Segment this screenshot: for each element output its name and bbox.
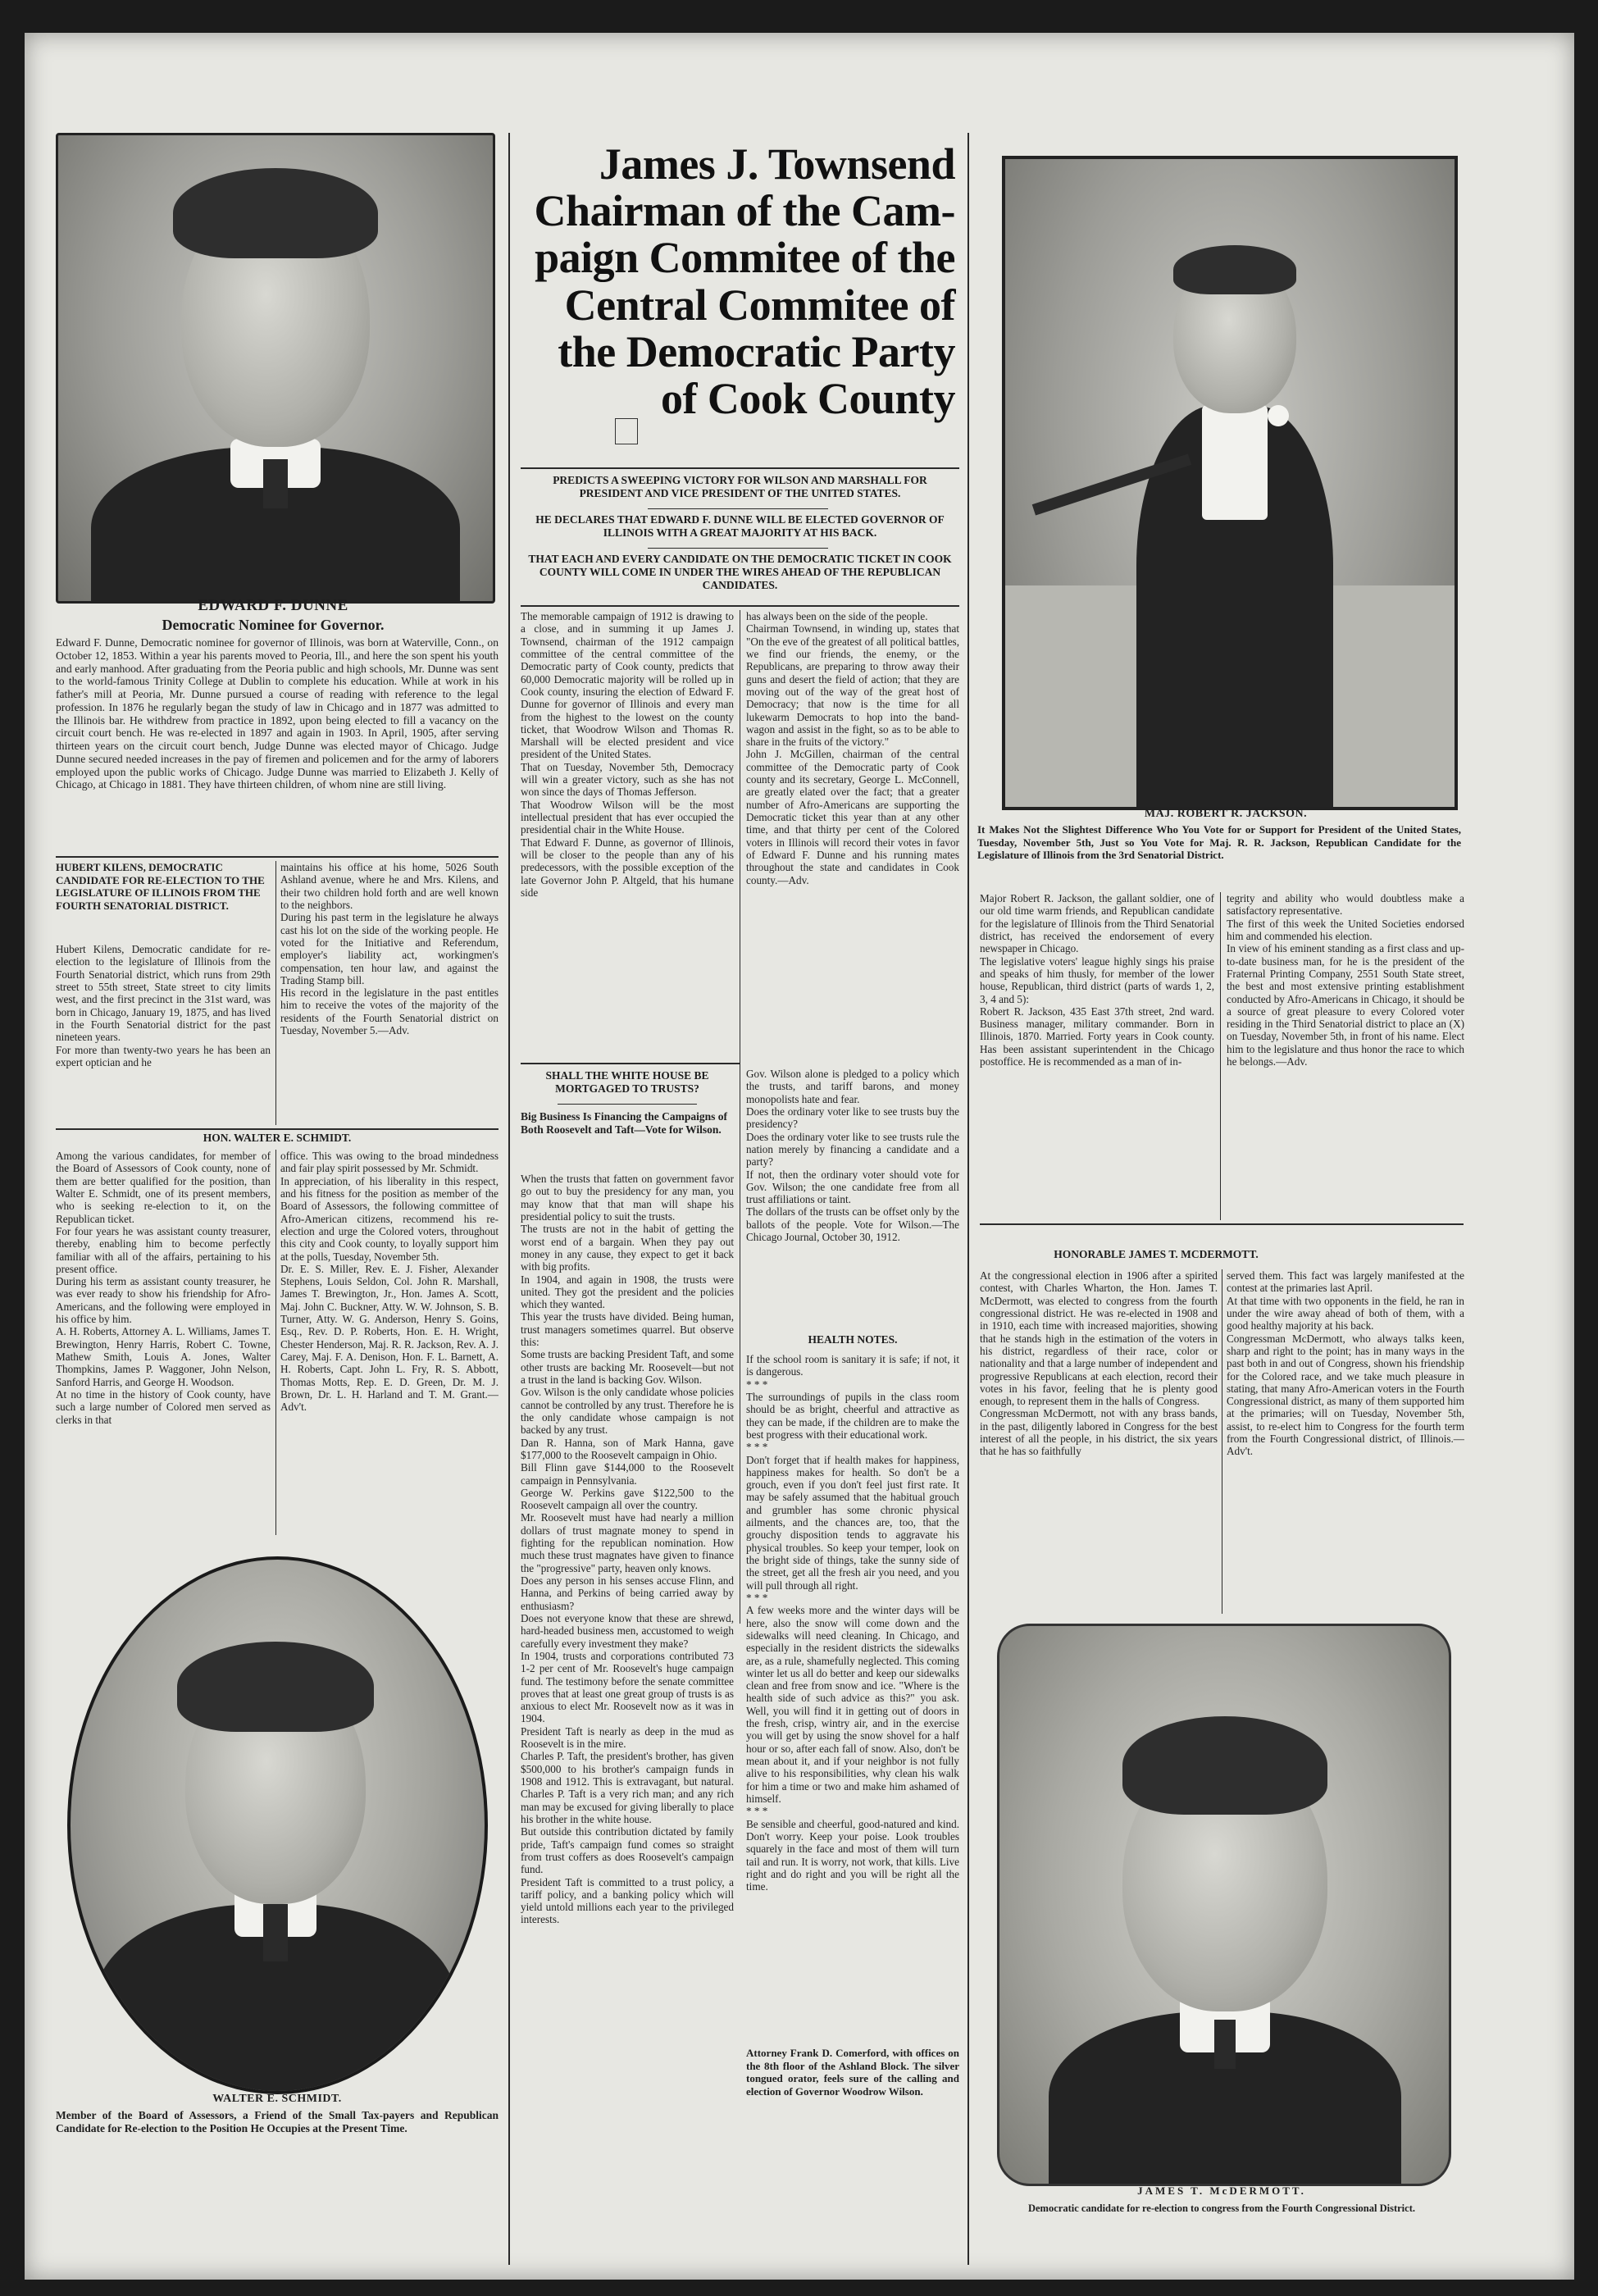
jackson-caption-text: It Makes Not the Slightest Difference Who You Vote for or Support for President of the United States, Tuesday, November 5th, Just so You Vote for Maj. R. R. Jackson, Republican Candidate for the Legislature of Illinois from the 3rd Senatorial District. — [977, 823, 1461, 862]
deck-2: HE DECLARES THAT EDWARD F. DUNNE WILL BE ELECTED GOVERNOR OF ILLINOIS WITH A GREAT MAJORITY AT HIS BACK. — [535, 513, 945, 540]
dunne-portrait — [56, 133, 495, 604]
schmidt-portrait — [67, 1556, 488, 2094]
comerford-ad: Attorney Frank D. Comerford, with offices on the 8th floor of the Ashland Block. The silver tongued orator, feels sure of the calling and election of Governor Woodrow Wilson. — [746, 2047, 959, 2098]
jackson-col1: Major Robert R. Jackson, the gallant soldier, one of our old time warm friends, and Republican candidate for the legislature of Illinois from the Third Senatorial district, has received the endorsement of every newspaper in Chicago. The legislative voters' league highly sings his praise and speaks of him thusly, for member of the lower house, Republican, third district (parts of wards 1, 2, 3, 4 and 5): Robert R. Jackson, 435 East 37th street, 2nd ward. Business manager, military commander. Born in Illinois, 1870. Married. Forty years in Cook county. Has been assistant superintendent in the Chicago postoffice. He is recommended as a man of in- — [980, 892, 1214, 1068]
trusts-body: When the trusts that fatten on government favor go out to buy the presidency for any man, you may know that that man will shape his presidential policy to suit the trusts. The trusts are not in the habit of getting the worst end of a bargain. When they pay out money in any cause, they expect to get it back with big profits. In 1904, and again in 1908, the trusts were united. They got the president and the policies which they wanted. This year the trusts have divided. Being human, trust managers sometimes quarrel. But observe this: Some trusts are backing President Taft, and some other trusts are backing Mr. Roosevelt—but not a trust in the land is backing Gov. Wilson. Gov. Wilson is the only candidate whose policies cannot be controlled by any trust. Therefore he is the only candidate whose campaign is not backed by any trust. Dan R. Hanna, son of Mark Hanna, gave $177,000 to the Roosevelt campaign in Ohio. Bill Flinn gave $144,000 to the Roosevelt campaign in Pennsylvania. George W. Perkins gave $122,500 to the Roosevelt campaign all over the country. Mr. Roosevelt must have had nearly a million dollars of trust magnate money to spend in fighting for the republican nomination. How much these trust magnates have given to finance the "progressive" party, heaven only knows. Does any person in his senses accuse Flinn, and Hanna, and Perkins of being carried away by enthusiasm? Does not everyone know that these are shrewd, hard-headed business men, accustomed to weigh carefully every investment they make? In 1904, trusts and corporations contributed 73 1-2 per cent of Mr. Roosevelt's huge campaign fund. The testimony before the senate committee proves that at least one great group of trusts is as anxious to elect Mr. Roosevelt now as it was in 1904. President Taft is nearly as deep in the mud as Roosevelt is in the mire. Charles P. Taft, the president's brother, has given $500,000 to his brother's campaign funds in 1908 and 1912. This is extravagant, but natural. Charles P. Taft is a very rich man; and any rich man may be excused for giving liberally to place his brother in the white house. But outside this contribution dictated by family pride, Taft's campaign fund comes so straight from trust coffers as does Roosevelt's campaign fund. President Taft is committed to a trust policy, a tariff policy, and a banking policy which will yield untold millions each year to the privileged interests. — [521, 1173, 734, 1926]
kilens-col1: Hubert Kilens, Democratic candidate for re-election to the legislature of Illinois from the Fourth Senatorial district, which runs from 29th street to 55th street, State street to city limits west, and the first precinct in the 31st ward, was born in Chicago, January 19, 1875, and has lived in the Fourth Senatorial district for the past nineteen years. For more than twenty-two years he has been an expert optician and he — [56, 943, 271, 1068]
deck-1: PREDICTS A SWEEPING VICTORY FOR WILSON AND MARSHALL FOR PRESIDENT AND VICE PRESIDENT OF THE UNITED STATES. — [553, 474, 927, 500]
trusts-headline: SHALL THE WHITE HOUSE BE MORTGAGED TO TRUSTS? — [545, 1069, 709, 1096]
townsend-col2: has always been on the side of the people. Chairman Townsend, in winding up, states that "On the eve of the greatest of all political battles, we find our friends, the enemy, or the Republicans, are preparing to throw away their guns and desert the field of action; that they are moving out of the way of the great host of Democracy; that now is the time for all lukewarm Democrats to hop into the band-wagon and assist in the fight, so as to be able to share in the fruits of the victory." John J. McGillen, chairman of the central committee of the Democratic party of Cook county and its secretary, George L. McConnell, are greatly elated over the fact; that a greater number of Afro-Americans are supporting the Democratic ticket this year than at any other time, and that thirty per cent of the Colored voters in Illinois will record their votes in favor of Edward F. Dunne and his running mates throughout the state and candidates in Cook county.—Adv. — [746, 610, 959, 886]
headline-box-mark — [615, 418, 638, 444]
newspaper-page — [25, 33, 1574, 2280]
trusts-col2: Gov. Wilson alone is pledged to a policy which the trusts, and tariff barons, and money monopolists hate and fear. Does the ordinary voter like to see trusts buy the presidency? Does the ordinary voter like to see trusts rule the nation merely by financing a candidate and a party? If not, then the ordinary voter should vote for Gov. Wilson; the one candidate free from all trust affiliations or taint. The dollars of the trusts can be offset only by the ballots of the people. Vote for Wilson.—The Chicago Journal, October 30, 1912. — [746, 1068, 959, 1244]
dunne-bio: Edward F. Dunne, Democratic nominee for governor of Illinois, was born at Waterville, Conn., on October 12, 1853. Within a year his parents moved to Peoria, Ill., and here the son spent his youth and early manhood. After graduating from the Peoria public and high schools, Mr. Dunne was sent to the world-famous Trinity College at Dublin to complete his education. While at work in his father's mill at Peoria, Mr. Dunne pursued a course of reading with reference to the legal profession. In 1876 he regularly began the study of law in Chicago and in 1877 was admitted to the Illinois bar. He withdrew from practice in 1892, upon being elected to fill a vacancy on the circuit court bench. He was re-elected in 1897 and again in 1903. In April, 1905, after serving thirteen years on the circuit court bench, Judge Dunne was elected mayor of Chicago. Judge Dunne secured needed increases in the pay of firemen and policemen and for the army of laborers employed upon the public works of Chicago. Judge Dunne was married to Elizabeth J. Kelly of Chicago, at Chicago in 1881. They have thirteen children, of whom nine are still living. — [56, 636, 499, 791]
schmidt-headline: HON. WALTER E. SCHMIDT. — [203, 1132, 352, 1144]
mcdermott-caption-text: Democratic candidate for re-election to congress from the Fourth Congressional District. — [1027, 2203, 1415, 2214]
mcdermott-caption-name: JAMES T. McDERMOTT. — [1137, 2184, 1306, 2197]
health-headline: HEALTH NOTES. — [808, 1333, 898, 1346]
jackson-portrait — [1002, 156, 1458, 810]
main-headline: James J. Townsend Chairman of the Cam- paign Commitee of the Central Commitee of the Democratic Party of Cook County — [534, 139, 955, 424]
jackson-col2: tegrity and ability who would doubtless make a satisfactory representative. The first of this week the United Societies endorsed him and commended his election. In view of his eminent standing as a first class and up-to-date business man, for he is the president of the Fraternal Printing Company, 2551 South State street, the best and most extensive printing establishment conducted by Afro-Americans in Chicago, it should be a source of great pleasure to every Colored voter residing in the Third Senatorial district to place an (X) on Tuesday, November 5th, in front of his name. Elect him to the legislature and thus honor the race to which he belongs.—Adv. — [1227, 892, 1464, 1068]
trusts-subhead: Big Business Is Financing the Campaigns of Both Roosevelt and Taft—Vote for Wilson. — [521, 1110, 728, 1137]
deck-3: THAT EACH AND EVERY CANDIDATE ON THE DEMOCRATIC TICKET IN COOK COUNTY WILL COME IN UNDER THE WIRES AHEAD OF THE REPUBLICAN CANDIDATES. — [528, 553, 952, 592]
schmidt-caption-name: WALTER E. SCHMIDT. — [212, 2093, 342, 2105]
jackson-caption-name: MAJ. ROBERT R. JACKSON. — [1144, 808, 1308, 820]
mcdermott-col2: served them. This fact was largely manifested at the contest at the primaries last April. At that time with two opponents in the field, he ran in under the wire away ahead of both of them, with a good healthy majority at his back. Congressman McDermott, who always talks keen, sharp and right to the point; has in many ways in the past both in and out of Congress, shown his friendship for the Colored race, and we take much pleasure in stating, that many Afro-American voters in the Fourth Congressional district, as many of them supported him at the primaries; will on Tuesday, November 5th, assist, to re-elect him to Congress for the fourth term from the Fourth Congressional district, of Illinois.—Adv't. — [1227, 1269, 1464, 1458]
dunne-subtitle: Democratic Nominee for Governor. — [162, 617, 385, 633]
schmidt-col1: Among the various candidates, for member of the Board of Assessors of Cook county, none of them are better qualified for the position, than Walter E. Schmidt, one of its present members, who is seeking re-election to it, on the Republican ticket. For four years he was assistant county treasurer, thereby, enabling him to become perfectly familiar with all of the affairs, pertaining to his present office. During his term as assistant county treasurer, he was ever ready to show his friendship for Afro-Americans, and the following were employed in his office by him. A. H. Roberts, Attorney A. L. Williams, James T. Brewington, Henry Harris, Robert C. Towne, Mathew Smith, Louis A. Jones, Walter Thompkins, James P. Waggoner, John Nelson, Sanford Harris, and George H. Woodson. At no time in the history of Cook county, have such a large number of Colored men served as clerks in that — [56, 1150, 271, 1426]
mcdermott-headline: HONORABLE JAMES T. MCDERMOTT. — [1054, 1248, 1259, 1260]
townsend-col1: The memorable campaign of 1912 is drawing to a close, and in summing it up James J. Townsend, chairman of the 1912 campaign committee of the central committee of the Democratic party of Cook county, predicts that 60,000 Democratic majority will be rolled up in Cook county, insuring the election of Edward F. Dunne for governor of Illinois and every man from the highest to the lowest on the county ticket, that Woodrow Wilson and Thomas R. Marshall will be elected president and vice president of the United States. That on Tuesday, November 5th, Democracy will win a greater victory, such as she has not won since the days of Thomas Jefferson. That Woodrow Wilson will be the most intellectual president that has ever occupied the presidential chair in the White House. That Edward F. Dunne, as governor of Illinois, will be closer to the people than any of his predecessors, with the possible exception of the late Governor John P. Altgeld, that his humane side — [521, 610, 734, 899]
schmidt-caption-text: Member of the Board of Assessors, a Friend of the Small Tax-payers and Republican Candidate for Re-election to the Position He Occupies at the Present Time. — [56, 2109, 499, 2135]
dunne-name: EDWARD F. DUNNE — [198, 597, 348, 614]
mcdermott-col1: At the congressional election in 1906 after a spirited contest, with Charles Wharton, the Hon. James T. McDermott, was elected to congress from the fourth congressional district. He was re-elected in 1908 and in 1910, each time with increased majorities, showing that he stands high in the estimation of the voters in his district, regardless of their race, color or nationality and that a large number of independent and progressive Republicans at each election, record their votes in his favor, feeling that he is plenty good enough, to represent them in the halls of Congress. Congressman McDermott, not with any brass bands, in the past, diligently labored in Congress for the best interest of all the people, in his district, the six years that he has so faithfully — [980, 1269, 1218, 1458]
kilens-col2: maintains his office at his home, 5026 South Ashland avenue, where he and Mrs. Kilens, and their two children hold forth and are well known to the neighbors. During his past term in the legislature he always cast his lot on the side of the working people. He voted for the Initiative and Referendum, employer's liability act, workingmen's compensation, ten hour law, and against the Trading Stamp bill. His record in the legislature in the past entitles him to receive the votes of the majority of the residents of the Fourth Senatorial district on Tuesday, November 5.—Adv. — [280, 861, 499, 1037]
mcdermott-portrait — [997, 1624, 1451, 2186]
health-body: If the school room is sanitary it is safe; if not, it is dangerous. * * * The surroundings of pupils in the class room should be as bright, cheerful and attractive as they can be made, if the children are to make the best progress with their educational work. * * * Don't forget that if health makes for happiness, happiness makes for health. So don't be a grouch, even if you don't feel just first rate. It may be safely assumed that the habitual grouch and grumbler has some chronic physical ailments, and the chances are, too, that the grouchy disposition tends to aggravate his physical troubles. So keep your temper, look on the bright side of things, take the sunny side of the street, get all the fresh air you need, and you will pull through all right. * * * A few weeks more and the winter days will be here, also the snow will come down and the sidewalks will need cleaning. In Chicago, and especially in the resident districts the sidewalks are, as a rule, shamefully neglected. This coming winter let us all do better and keep our sidewalks clean and free from snow and ice. "Where is the health side of such advice as this?" you ask. Well, you will find it in getting out of doors in the fresh, crisp, wintry air, and in the exercise you will get by using the snow shovel for a half hour or so, after each fall of snow. Also, don't be mean about it, and if your neighbor is not fully alive to his responsibilities, why clean his walk for him a time or two and make him ashamed of himself. * * * Be sensible and cheerful, good-natured and kind. Don't worry. Keep your poise. Look troubles squarely in the face and most of them will turn tail and run. It is worry, not work, that kills. Live right and do right and you will be right all the time. — [746, 1353, 959, 1893]
kilens-headline: HUBERT KILENS, DEMOCRATIC CANDIDATE FOR RE-ELECTION TO THE LEGISLATURE OF ILLINOIS FROM THE FOURTH SENATORIAL DISTRICT. — [56, 861, 265, 912]
schmidt-col2: office. This was owing to the broad mindedness and fair play spirit possessed by Mr. Schmidt. In appreciation, of his liberality in this respect, and his fitness for the position as member of the Board of Assessors, the following committee of Afro-American citizens, recommend his re-election and urge the Colored voters, throughout this city and Cook county, to loyally support him at the polls, Tuesday, November 5th. Dr. E. S. Miller, Rev. E. J. Fisher, Alexander Stephens, Louis Seldon, Col. John R. Marshall, James T. Brewington, Jr., Hon. James A. Scott, Maj. John C. Buckner, Atty. W. W. Johnson, S. B. Turner, Atty. W. G. Anderson, Henry S. Goins, Esq., Rev. D. P. Roberts, Hon. E. H. Wright, Chester Henderson, Maj. R. R. Jackson, Rev. A. J. Carey, Maj. F. A. Denison, Hon. F. L. Barnett, A. H. Roberts, Capt. John L. Fry, R. S. Abbott, Thomas Motts, Rep. E. D. Green, Dr. M. J. Brown, Dr. L. H. Harland and T. M. Grant.—Adv't. — [280, 1150, 499, 1414]
